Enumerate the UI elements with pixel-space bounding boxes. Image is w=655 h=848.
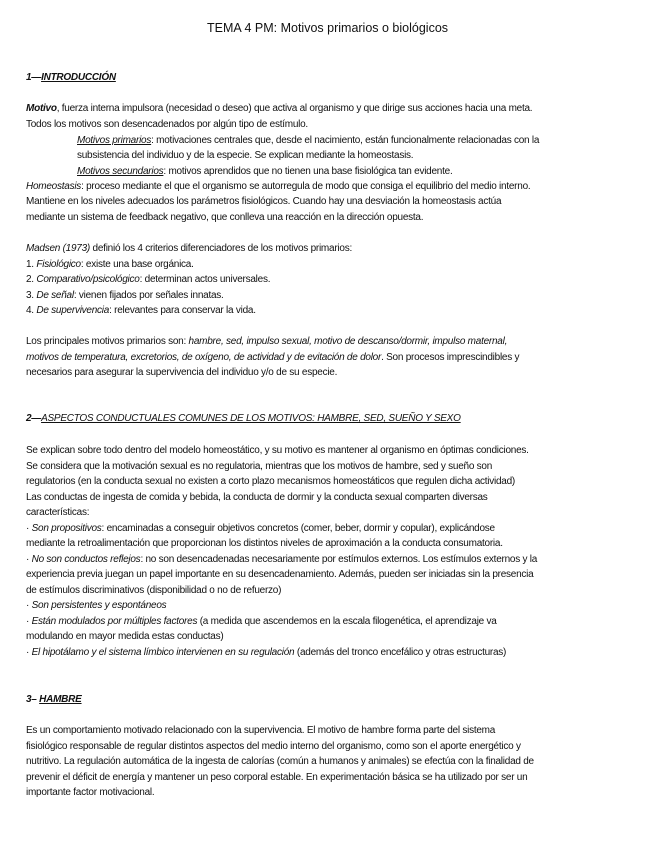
text-line <box>26 180 530 193</box>
text-segment: De supervivencia <box>36 305 110 316</box>
text-segment: experiencia previa juegan un papel importante en su desencadenamiento. Además, pueden ser iniciadas sin la presencia <box>26 569 534 580</box>
text-segment: , fuerza interna impulsora (necesidad o deseo) que activa al organismo y que dirige sus acciones hacia una meta. <box>56 103 533 114</box>
text-segment: Mantiene en los niveles adecuados los parámetros fisiológicos. Cuando hay una desviación la homeostasis actúa <box>26 196 502 207</box>
document-title: TEMA 4 PM: Motivos primarios o biológicos <box>206 21 449 35</box>
text-segment: : encaminadas a conseguir objetivos concretos (comer, beber, dormir y copular), explicándose <box>101 523 495 534</box>
text-segment: INTRODUCCIÓN <box>41 72 116 83</box>
text-segment: nutritivo. La regulación automática de la ingesta de calorías (común a humanos y animales) se efectúa con la finalidad de <box>26 756 534 767</box>
section-heading-hambre <box>26 693 82 706</box>
text-segment: · <box>26 523 32 534</box>
text-line <box>26 740 521 753</box>
text-segment: (a medida que ascendemos en la escala filogenética, el aprendizaje va <box>197 616 497 627</box>
text-segment: : existe una base orgánica. <box>80 259 194 270</box>
text-segment: Se explican sobre todo dentro del modelo homeostático, y su motivo es mantener al organismo en óptimas condiciones. <box>26 445 529 456</box>
text-segment: mediante la retroalimentación que proporcionan los distintos niveles de aproximación a la conducta consumatoria. <box>26 538 503 549</box>
text-segment: 4. <box>26 305 37 316</box>
text-segment: mediante un sistema de feedback negativo, que conlleva una reacción en la dirección opuesta. <box>26 212 424 223</box>
text-line <box>26 522 495 535</box>
text-segment: fisiológico responsable de regular distintos aspectos del medio interno del organismo, como son el aporte energético y <box>26 741 521 752</box>
text-line <box>26 102 532 115</box>
text-line <box>26 755 534 768</box>
text-line <box>26 351 519 364</box>
text-segment: Son propositivos <box>31 523 102 534</box>
text-segment: · <box>26 616 32 627</box>
text-segment: · <box>26 600 32 611</box>
text-segment: Son persistentes y espontáneos <box>31 600 167 611</box>
text-segment: : vienen fijados por señales innatas. <box>73 290 224 301</box>
text-segment: (además del tronco encefálico y otras estructuras) <box>294 647 507 658</box>
text-line <box>26 724 495 737</box>
text-line <box>26 366 337 379</box>
text-segment: 3– <box>26 694 40 705</box>
text-line <box>26 553 537 566</box>
text-segment: ASPECTOS CONDUCTUALES COMUNES DE LOS MOTIVOS: HAMBRE, SED, SUEÑO Y SEXO <box>41 413 461 424</box>
text-segment: : motivos aprendidos que no tienen una base fisiológica tan evidente. <box>163 166 453 177</box>
text-segment: Están modulados por múltiples factores <box>31 616 198 627</box>
text-line <box>26 599 166 612</box>
text-line <box>26 537 503 550</box>
text-segment: 1. <box>26 259 37 270</box>
text-segment: Es un comportamiento motivado relacionado con la supervivencia. El motivo de hambre forma parte del sistema <box>26 725 496 736</box>
text-segment: 3. <box>26 290 37 301</box>
text-segment: Comparativo/psicológico <box>36 274 140 285</box>
text-line <box>26 615 497 628</box>
text-segment: hambre, sed, impulso sexual, motivo de descanso/dormir, impulso maternal, <box>188 336 508 347</box>
text-line <box>26 475 515 488</box>
text-segment: de estímulos discriminativos (disponibilidad o no de refuerzo) <box>26 585 282 596</box>
text-segment: motivos de temperatura, excretorios, de oxígeno, de actividad y de evitación de dolor <box>26 352 382 363</box>
text-segment: modulando en mayor medida estas conductas) <box>26 631 224 642</box>
text-segment: Se considera que la motivación sexual es no regulatoria, mientras que los motivos de hambre, sed y sueño son <box>26 461 493 472</box>
text-segment: 1— <box>26 72 42 83</box>
text-segment: Homeostasis <box>26 181 82 192</box>
text-segment: características: <box>26 507 90 518</box>
text-segment: Motivos primarios <box>77 135 152 146</box>
text-line <box>26 195 501 208</box>
text-segment: : motivaciones centrales que, desde el nacimiento, están funcionalmente relacionadas con la <box>151 135 540 146</box>
text-segment: : relevantes para conservar la vida. <box>109 305 256 316</box>
text-segment: . Son procesos imprescindibles y <box>381 352 520 363</box>
text-segment: · <box>26 647 32 658</box>
text-segment: Fisiológico <box>36 259 81 270</box>
text-line <box>26 444 529 457</box>
text-line <box>77 134 539 147</box>
text-segment: Motivo <box>26 103 57 114</box>
text-segment: Las conductas de ingesta de comida y bebida, la conducta de dormir y la conducta sexual comparten diversas <box>26 492 488 503</box>
text-segment: Madsen (1973) <box>26 243 91 254</box>
text-segment: : no son desencadenadas necesariamente por estímulos externos. Los estímulos externos y la <box>140 554 538 565</box>
text-segment: : proceso mediante el que el organismo se autorregula de modo que consiga el equilibrio del medio interno. <box>81 181 531 192</box>
text-segment: Los principales motivos primarios son: <box>26 336 189 347</box>
text-line <box>26 584 281 597</box>
text-segment: necesarios para asegurar la supervivencia del individuo y/o de su especie. <box>26 367 338 378</box>
text-line <box>26 568 533 581</box>
text-line <box>26 491 488 504</box>
text-line <box>26 506 89 519</box>
text-line <box>26 630 223 643</box>
text-line <box>26 258 194 271</box>
text-line <box>26 460 492 473</box>
text-segment: 2— <box>26 413 42 424</box>
text-line <box>26 771 527 784</box>
text-segment: importante factor motivacional. <box>26 787 155 798</box>
text-line <box>26 242 352 255</box>
text-segment: De señal <box>36 290 74 301</box>
text-segment: No son conductos reflejos <box>31 554 141 565</box>
text-line <box>77 149 413 162</box>
text-segment: HAMBRE <box>39 694 82 705</box>
text-line <box>26 786 154 799</box>
section-heading-introduccion <box>26 71 116 84</box>
text-segment: Todos los motivos son desencadenados por algún tipo de estímulo. <box>26 119 308 130</box>
text-segment: regulatorios (en la conducta sexual no existen a corto plazo mecanismos homeostáticos que regulen dicha actividad) <box>26 476 516 487</box>
text-line <box>77 165 452 178</box>
text-line <box>26 273 270 286</box>
text-line <box>26 289 224 302</box>
text-segment: 2. <box>26 274 37 285</box>
text-line <box>26 211 423 224</box>
section-heading-aspectos <box>26 412 461 425</box>
text-line <box>26 335 507 348</box>
text-line <box>26 646 506 659</box>
text-segment: definió los 4 criterios diferenciadores de los motivos primarios: <box>90 243 352 254</box>
text-segment: : determinan actos universales. <box>139 274 271 285</box>
text-segment: subsistencia del individuo y de la especie. Se explican mediante la homeostasis. <box>77 150 414 161</box>
text-segment: prevenir el déficit de energía y mantener un peso corporal estable. En experimentación básica se ha utilizado por ser un <box>26 772 528 783</box>
text-line <box>26 304 256 317</box>
text-segment: · <box>26 554 32 565</box>
text-line <box>26 118 308 131</box>
text-segment: Motivos secundarios <box>77 166 164 177</box>
text-segment: El hipotálamo y el sistema límbico intervienen en su regulación <box>31 647 295 658</box>
